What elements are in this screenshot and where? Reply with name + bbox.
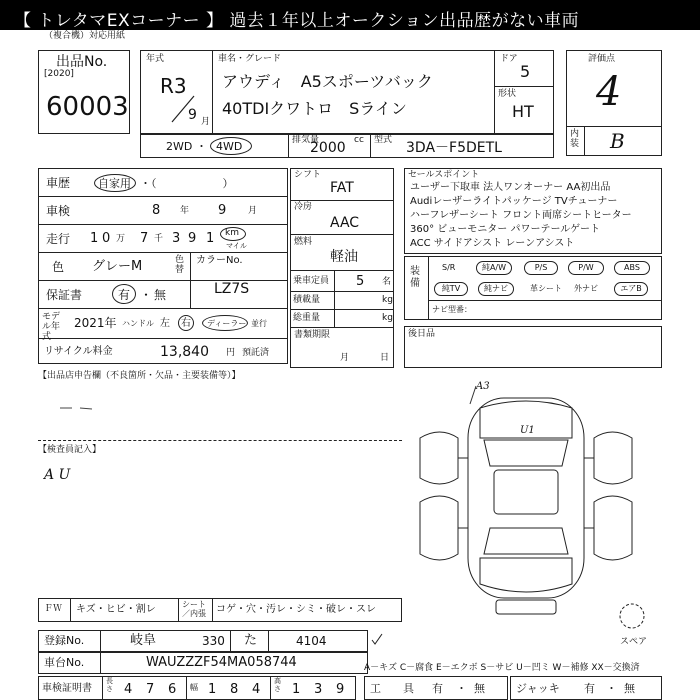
later-entry-label: 後日品 [408,329,436,339]
gross-label: 総重量 [293,313,321,323]
equipment-item-circled: 純TV [434,282,468,296]
color-code: LZ7S [214,281,250,297]
color-code-label: カラーNo. [196,255,243,266]
sheet-label: シート／内張 [182,600,206,618]
equipment-item-circled: 純A/W [476,261,512,275]
nenshiki-era: R3 [160,74,187,98]
aircon-value: AAC [330,215,360,231]
displacement-value: 2000 [310,140,346,156]
warranty-label: 保証書 [46,288,83,302]
docs-label: 書類期限 [294,330,331,340]
score-value: 4 [596,69,622,115]
corner-banner: 【 トレタマEXコーナー 】 過去１年以上オークション出品歴がない車両 [0,0,700,30]
model-year-label: モデル年式 [42,312,61,342]
check-mark [370,632,384,646]
cert-label: 車検証明書 [42,683,92,694]
registration-kana: た [244,633,258,648]
model-label: 車名・グレード [218,54,282,64]
equipment-item: 外ナビ [574,284,598,293]
registration-pref: 岐阜 [130,633,157,648]
capacity-value: 5 [356,274,365,289]
sales-point-line: Audiレーザーライトパッケージ TVチューナー [410,196,618,207]
handwritten-dash [58,404,98,412]
sales-point-line: ACC サイドアシスト レーンアシスト [410,238,575,249]
subheader: （複合機）対応用紙 [44,31,126,41]
car-damage-diagram [410,378,660,630]
sales-point-line: ユーザー下取車 法人ワンオーナー AA初出品 [410,182,611,193]
interior-label: 内装 [570,129,580,149]
inspection-label: 車検 [46,204,71,218]
warranty-no: 無 [154,288,167,302]
condition-items-2: コゲ・穴・汚レ・シミ・破レ・スレ [216,604,376,615]
inspector-note: A U [44,467,71,483]
equipment-item-circled: ABS [614,261,650,275]
later-entry-box [404,326,662,368]
doors-label: ドア [500,54,518,64]
equipment-item-circled: エアB [614,282,648,296]
damage-legend: A－キズ C－腐食 E－エクボ S－サビ U－凹ミ W－補修 XX－交換済 [364,663,640,673]
sales-points-label: セールスポイント [408,170,480,180]
chassis-label: 車台No. [44,656,85,669]
drive-2wd: 2WD [166,140,193,153]
lot-year-tag: [2020] [44,69,74,79]
doors-value: 5 [520,62,531,81]
model-code-value: 3DA－F5DETL [406,140,502,156]
chassis-value: WAUZZZF54MA058744 [146,655,297,670]
shape-label: 形状 [498,89,517,99]
lot-label: 出品No. [56,54,108,70]
declaration-label: 【出品店申告欄（不良箇所・欠品・主要装備等）】 [38,371,241,381]
registration-label: 登録No. [44,634,85,647]
equipment-label: 装備 [410,266,420,289]
navi-model-label: ナビ型番： [432,305,472,314]
shift-label: シフト [294,170,322,180]
mileage-label: 走行 [46,232,71,246]
load-label: 積載量 [293,295,321,305]
equipment-item-circled: P/S [524,261,558,275]
tools-label: 工 具 [370,682,414,695]
nenshiki-month: 9 [188,107,197,123]
aircon-label: 冷房 [294,202,313,212]
shift-value: FAT [330,180,354,196]
recycle-note: 預託済 [242,348,270,358]
model-code-label: 型式 [374,135,393,145]
capacity-label: 乗車定員 [293,276,330,286]
lot-number: 60003 [46,92,129,122]
nenshiki-month-unit: 月 [201,117,211,127]
sales-point-line: 360° ビューモニター パワーテールゲート [410,224,601,235]
history-label: 車歴 [46,176,71,190]
recycle-label: リサイクル料金 [44,346,113,357]
drive-4wd: 4WD [216,140,243,153]
registration-class: 330 [202,634,225,648]
recycle-value: 13,840 [160,344,209,360]
registration-number: 4104 [296,634,327,648]
equipment-item: S/R [442,263,456,272]
model-grade: 40TDIクワトロ Sライン [222,99,407,118]
diagram-mark: A3 [476,381,490,392]
color-value: グレーM [92,259,143,274]
condition-items: キズ・ヒビ・割レ [76,604,156,615]
model-name: アウディ A5スポーツバック [222,72,433,91]
fuel-value: 軽油 [330,249,358,265]
equipment-item: 革シート [530,284,562,293]
fw-label: ＦＷ [44,604,63,614]
details-block [38,168,288,364]
equipment-item-circled: P/W [568,261,604,275]
handle-right: 右 [181,318,191,329]
fuel-label: 燃料 [294,237,313,247]
mileage-unit: km [225,228,239,238]
history-value: 自家用 [98,177,131,190]
equipment-item-circled: 純ナビ [478,282,514,296]
dealer-label: ディーラー [207,319,247,328]
spare-label: スペア [620,637,648,647]
shape-value: HT [512,102,534,121]
warranty-yes: 有 [118,288,131,302]
sales-point-line: ハーフレザーシート フロント両席シートヒーター [410,210,632,221]
model-year-value: 2021年 [74,316,117,330]
inspection-month: 9 [218,203,227,218]
nenshiki-label: 年式 [146,54,165,64]
displacement-label: 排気量 [292,135,320,145]
jack-label: ジャッキ [516,682,560,695]
color-label: 色 [52,260,65,274]
inspector-label: 【検査員記入】 [38,445,102,455]
inspection-year: 8 [152,203,161,218]
score-label: 評価点 [588,54,616,64]
diagram-mark: U1 [520,425,535,436]
color-change-label: 色替 [175,255,185,275]
interior-value: B [610,129,625,153]
